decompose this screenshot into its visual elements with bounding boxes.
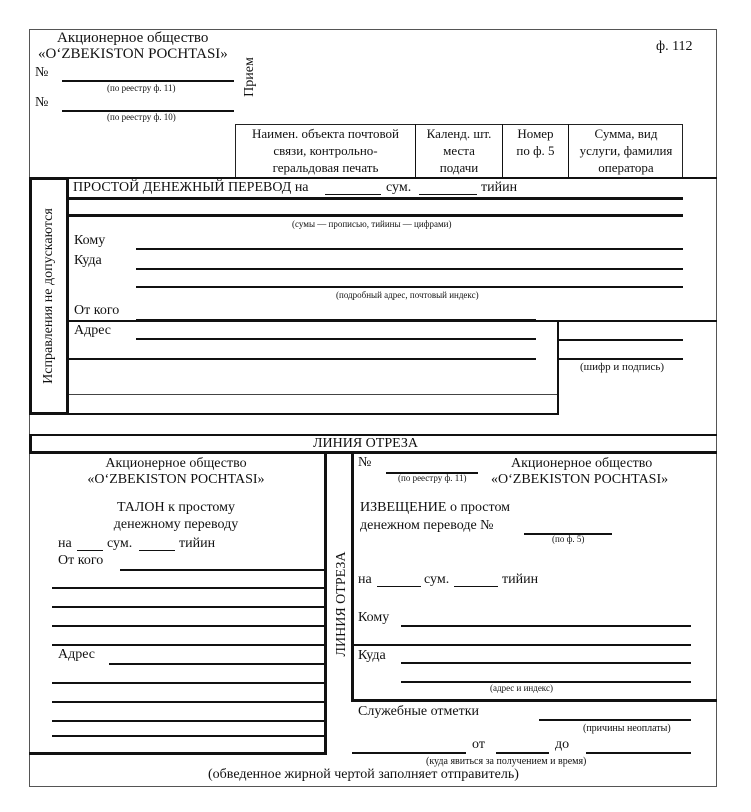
nonpay-hint: (причины неоплаты) bbox=[583, 723, 671, 734]
talon-sum-field[interactable] bbox=[77, 550, 103, 551]
cut-line-vertical-label: ЛИНИЯ ОТРЕЗА bbox=[334, 551, 349, 657]
cut-line-label: ЛИНИЯ ОТРЕЗА bbox=[313, 436, 418, 451]
talon-from-label: От кого bbox=[58, 553, 104, 568]
notice-f5-hint: (по ф. 5) bbox=[552, 534, 585, 544]
nonpay-reason-field[interactable] bbox=[539, 719, 691, 721]
org-name-line2: «O‘ZBEKISTON POCHTASI» bbox=[38, 46, 228, 62]
transfer-tiyin-label: тийин bbox=[481, 180, 518, 195]
from-field[interactable] bbox=[136, 319, 536, 321]
reception-col-3-line2: по ф. 5 bbox=[516, 143, 555, 158]
where-field-1[interactable] bbox=[136, 268, 683, 270]
notice-to-field[interactable] bbox=[401, 625, 691, 627]
cipher-field-1[interactable] bbox=[559, 339, 683, 341]
talon-na-label: на bbox=[58, 536, 72, 551]
side-label: Исправления не допускаются bbox=[41, 208, 56, 384]
talon-line-4[interactable] bbox=[52, 644, 324, 646]
to-label: Кому bbox=[74, 233, 106, 248]
talon-title-line2: денежному переводу bbox=[113, 517, 239, 532]
reception-col-4-line1: Сумма, вид bbox=[594, 126, 658, 141]
amount-hint: (сумы — прописью, тийины — цифрами) bbox=[292, 219, 452, 229]
talon-tiyin-field[interactable] bbox=[139, 550, 175, 551]
transfer-title: ПРОСТОЙ ДЕНЕЖНЫЙ ПЕРЕВОД на bbox=[73, 180, 309, 195]
transfer-tiyin-field[interactable] bbox=[419, 194, 477, 195]
notice-addr-hint: (адрес и индекс) bbox=[490, 683, 553, 693]
talon-sum-label: сум. bbox=[107, 536, 133, 551]
notice-title-line2: денежном переводе № bbox=[360, 518, 494, 533]
sender-address-field-1[interactable] bbox=[136, 338, 536, 340]
notice-no-label: № bbox=[358, 455, 372, 470]
reception-col-4-line3: оператора bbox=[598, 160, 654, 175]
where-to-appear-hint: (куда явиться за получением и время) bbox=[426, 756, 587, 767]
service-marks-label: Служебные отметки bbox=[358, 704, 479, 719]
talon-line-8[interactable] bbox=[52, 735, 324, 737]
org-name-line1: Акционерное общество bbox=[57, 30, 209, 46]
notice-sum-label: сум. bbox=[424, 572, 450, 587]
transfer-sum-label: сум. bbox=[386, 180, 412, 195]
notice-org-line1: Акционерное общество bbox=[511, 456, 653, 471]
footer-note: (обведенное жирной чертой заполняет отправитель) bbox=[208, 767, 519, 782]
registry-no-label-1: № bbox=[35, 65, 49, 80]
priem-label: Прием bbox=[242, 57, 257, 97]
transfer-sum-field[interactable] bbox=[325, 194, 381, 195]
notice-tiyin-label: тийин bbox=[502, 572, 539, 587]
notice-tiyin-field[interactable] bbox=[454, 586, 498, 587]
talon-line-5[interactable] bbox=[52, 682, 324, 684]
talon-box bbox=[29, 452, 327, 755]
where-to-appear-field[interactable] bbox=[352, 752, 466, 754]
talon-line-7[interactable] bbox=[52, 720, 324, 722]
registry-no-label-2: № bbox=[35, 95, 49, 110]
talon-line-6[interactable] bbox=[52, 701, 324, 703]
time-to-field[interactable] bbox=[586, 752, 691, 754]
reception-col-1-line1: Наимен. объекта почтовой bbox=[251, 126, 400, 141]
talon-from-field[interactable] bbox=[120, 569, 324, 571]
registry-11-hint: (по реестру ф. 11) bbox=[107, 83, 176, 93]
reception-col-2-line3: подачи bbox=[439, 160, 479, 175]
talon-title-line1: ТАЛОН к простому bbox=[116, 500, 236, 515]
talon-addr-label: Адрес bbox=[58, 647, 96, 662]
notice-to-label: Кому bbox=[358, 610, 390, 625]
where-label: Куда bbox=[74, 253, 102, 268]
address-hint: (подробный адрес, почтовый индекс) bbox=[336, 290, 479, 300]
sender-address-label: Адрес bbox=[74, 323, 112, 338]
reception-col-2-line2: места bbox=[443, 143, 475, 158]
reception-col-2-line1: Календ. шт. bbox=[426, 126, 492, 141]
notice-na-label: на bbox=[358, 572, 372, 587]
to-field[interactable] bbox=[136, 248, 683, 250]
notice-registry-hint: (по реестру ф. 11) bbox=[398, 473, 467, 483]
time-from-label: от bbox=[472, 737, 485, 752]
talon-line-1[interactable] bbox=[52, 587, 324, 589]
talon-org-line1: Акционерное общество bbox=[105, 456, 247, 471]
registry-10-hint: (по реестру ф. 10) bbox=[107, 112, 176, 122]
amount-words-line-1[interactable] bbox=[69, 197, 683, 200]
notice-where-label: Куда bbox=[358, 648, 386, 663]
reception-col-4-line2: услуги, фамилия bbox=[579, 143, 673, 158]
sender-address-field-2[interactable] bbox=[69, 358, 536, 360]
talon-line-3[interactable] bbox=[52, 625, 324, 627]
sender-address-field-3[interactable] bbox=[69, 394, 558, 395]
where-field-2[interactable] bbox=[136, 286, 683, 288]
talon-org-line2: «O‘ZBEKISTON POCHTASI» bbox=[87, 472, 265, 487]
amount-words-line-2[interactable] bbox=[69, 214, 683, 217]
talon-tiyin-label: тийин bbox=[179, 536, 216, 551]
reception-col-3-line1: Номер bbox=[517, 126, 554, 141]
notice-org-line2: «O‘ZBEKISTON POCHTASI» bbox=[491, 472, 669, 487]
sign-hint: (шифр и подпись) bbox=[580, 361, 665, 373]
cipher-field-2[interactable] bbox=[559, 358, 683, 360]
form-number: ф. 112 bbox=[656, 39, 693, 54]
talon-addr-field[interactable] bbox=[109, 663, 324, 665]
notice-title-line1: ИЗВЕЩЕНИЕ о простом bbox=[360, 500, 511, 515]
reception-col-1-line2: связи, контрольно- bbox=[273, 143, 378, 158]
from-label: От кого bbox=[74, 303, 120, 318]
registry-11-field[interactable] bbox=[62, 80, 234, 82]
time-from-field[interactable] bbox=[496, 752, 549, 754]
reception-col-1-line3: геральдовая печать bbox=[272, 160, 379, 175]
notice-where-field-1[interactable] bbox=[401, 662, 691, 664]
talon-line-2[interactable] bbox=[52, 606, 324, 608]
time-to-label: до bbox=[555, 737, 570, 752]
notice-sum-field[interactable] bbox=[377, 586, 421, 587]
